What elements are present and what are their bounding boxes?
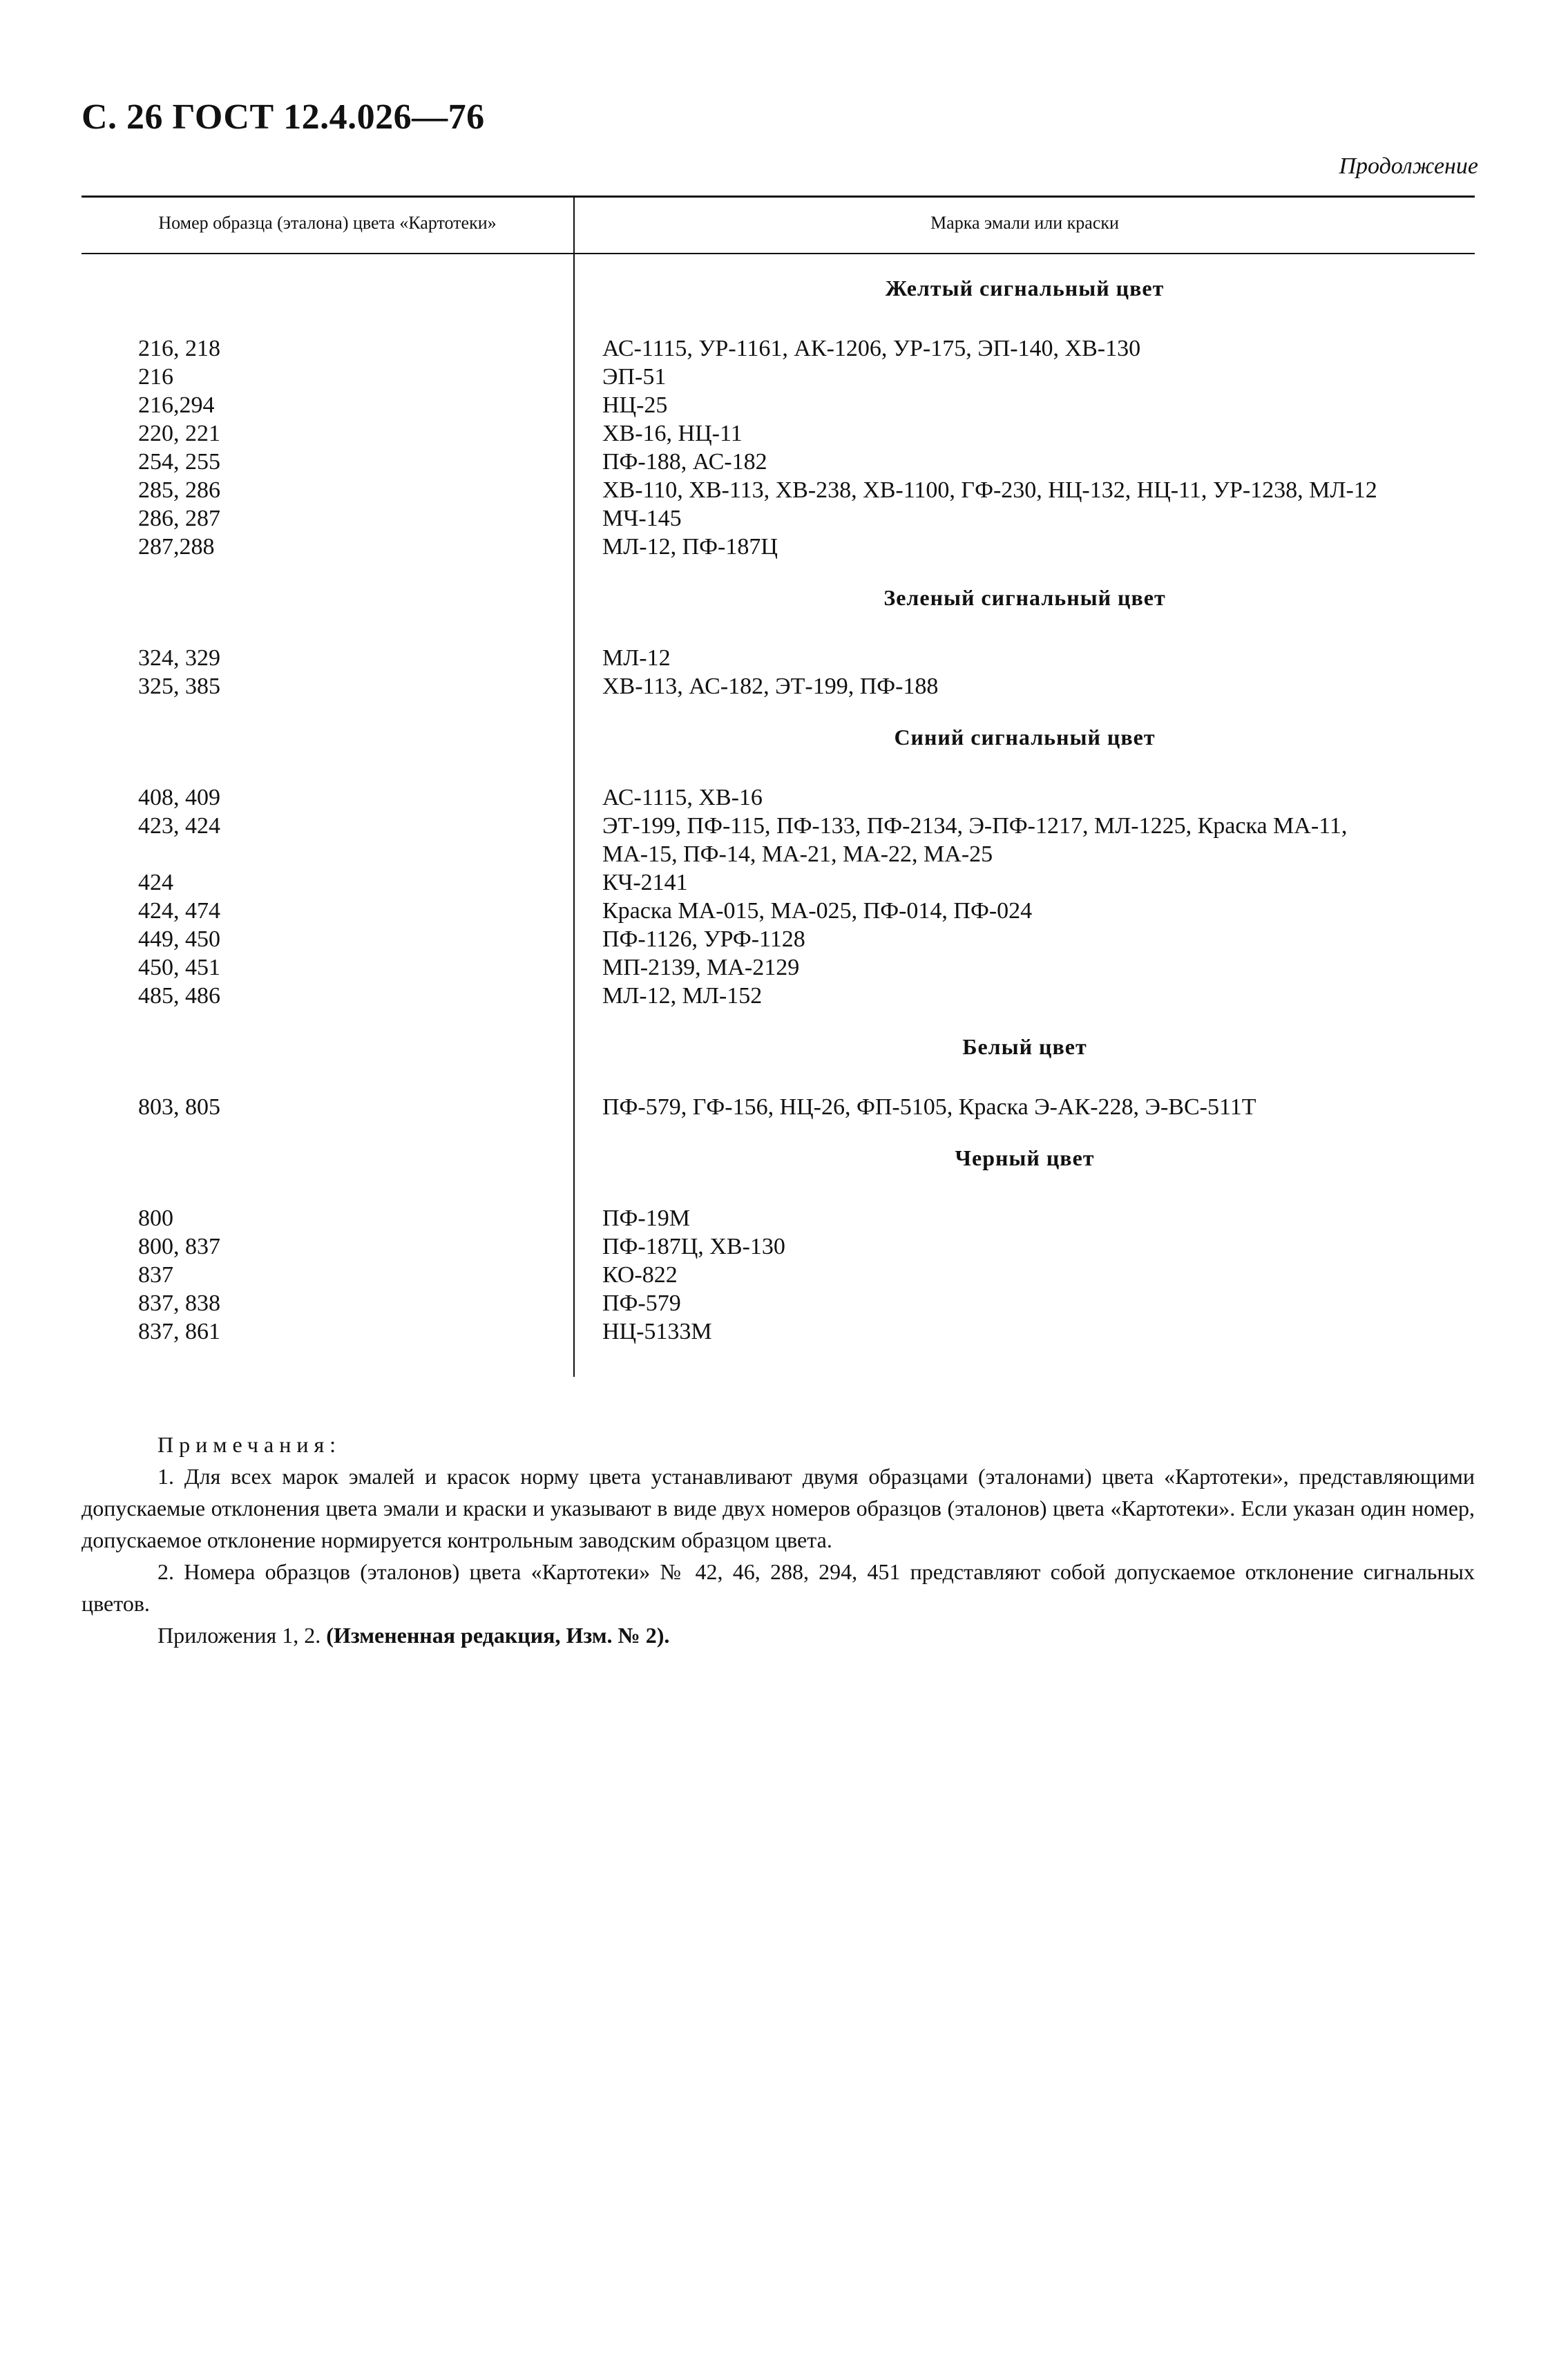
notes-block — [82, 1429, 1475, 1651]
table-row — [82, 925, 1475, 953]
table-row — [82, 644, 1475, 672]
brand-cell: ЭТ-199, ПФ-115, ПФ-133, ПФ-2134, Э-ПФ-1217, МЛ-1225, Краска МА-11, — [602, 813, 1348, 839]
table-row — [82, 363, 1475, 391]
brand-cell: ПФ-579 — [602, 1290, 681, 1316]
sample-number-cell: 424, 474 — [138, 898, 220, 924]
table-section — [82, 1146, 1475, 1346]
table-section — [82, 725, 1475, 1010]
table-row — [82, 419, 1475, 448]
table-row — [82, 672, 1475, 701]
table-row — [82, 533, 1475, 561]
section-title: Белый цвет — [962, 1034, 1087, 1059]
sample-number-cell: 324, 329 — [138, 645, 220, 671]
notes-title: Примечания: — [157, 1432, 342, 1457]
brand-cell: МЛ-12, МЛ-152 — [602, 983, 763, 1009]
table-section — [82, 586, 1475, 701]
brand-cell: АС-1115, ХВ-16 — [602, 785, 763, 810]
brand-cell: МЧ-145 — [602, 506, 682, 531]
brand-cell: МЛ-12, ПФ-187Ц — [602, 534, 778, 560]
table-row — [82, 1232, 1475, 1261]
table-row — [82, 953, 1475, 982]
note-1: 1. Для всех марок эмалей и красок норму цвета устанавливают двумя образцами (эталонами) цвета «Картотеки», представляющими допускаемые отклонения цвета эмали и краски и указывают в виде двух номеров образцов (эталонов) цвета «Картотеки». Если указан один номер, допускаемое отклонение нормируется контрольным заводским образцом цвета. — [82, 1464, 1475, 1552]
sample-number-cell: 424 — [138, 870, 173, 895]
appendix-reference — [82, 1619, 1475, 1651]
sample-number-cell: 220, 221 — [138, 421, 220, 446]
section-title: Желтый сигнальный цвет — [885, 276, 1165, 301]
brand-cell: ПФ-19М — [602, 1206, 690, 1231]
brand-cell: ПФ-1126, УРФ-1128 — [602, 926, 805, 952]
appendix-amendment: (Измененная редакция, Изм. № 2). — [326, 1623, 670, 1648]
brand-cell: КЧ-2141 — [602, 870, 688, 895]
table-row — [82, 448, 1475, 476]
brand-cell: ПФ-187Ц, ХВ-130 — [602, 1234, 785, 1259]
sample-number-cell: 408, 409 — [138, 785, 220, 810]
table-row — [82, 476, 1475, 504]
brand-cell: НЦ-25 — [602, 392, 668, 418]
sample-number-cell: 837, 838 — [138, 1290, 220, 1316]
table-row — [82, 840, 1475, 868]
table-row — [82, 897, 1475, 925]
note-2: 2. Номера образцов (эталонов) цвета «Картотеки» № 42, 46, 288, 294, 451 представляют собой допускаемое отклонение сигнальных цветов. — [82, 1559, 1475, 1616]
table-section — [82, 276, 1475, 561]
brand-cell: ПФ-579, ГФ-156, НЦ-26, ФП-5105, Краска Э-АК-228, Э-ВС-511Т — [602, 1094, 1256, 1120]
table-row — [82, 1317, 1475, 1346]
brand-cell: ХВ-113, АС-182, ЭТ-199, ПФ-188 — [602, 674, 939, 699]
brand-cell: МА-15, ПФ-14, МА-21, МА-22, МА-25 — [602, 841, 993, 867]
table-row — [82, 334, 1475, 363]
brand-cell: ХВ-110, ХВ-113, ХВ-238, ХВ-1100, ГФ-230, НЦ-132, НЦ-11, УР-1238, МЛ-12 — [602, 477, 1377, 503]
sample-number-cell: 325, 385 — [138, 674, 220, 699]
column-header-brand: Марка эмали или краски — [930, 213, 1119, 233]
table-row — [82, 1204, 1475, 1232]
sample-number-cell: 216, 218 — [138, 336, 220, 361]
sample-number-cell: 254, 255 — [138, 449, 220, 475]
sample-number-cell: 216,294 — [138, 392, 215, 418]
table-row — [82, 1289, 1475, 1317]
sample-number-cell: 423, 424 — [138, 813, 220, 839]
table-row — [82, 504, 1475, 533]
page-header: С. 26 ГОСТ 12.4.026—76 — [82, 97, 485, 137]
table-row — [82, 783, 1475, 812]
brand-cell: ХВ-16, НЦ-11 — [602, 421, 743, 446]
column-header-sample-number: Номер образца (эталона) цвета «Картотеки» — [158, 213, 497, 233]
section-title: Зеленый сигнальный цвет — [883, 585, 1166, 610]
table-row — [82, 1261, 1475, 1289]
continuation-label: Продолжение — [1339, 153, 1478, 179]
section-title: Черный цвет — [955, 1145, 1095, 1170]
sample-number-cell: 800 — [138, 1206, 173, 1231]
sample-number-cell: 286, 287 — [138, 506, 220, 531]
brand-cell: НЦ-5133М — [602, 1319, 712, 1344]
sample-number-cell: 285, 286 — [138, 477, 220, 503]
sample-number-cell — [82, 840, 575, 868]
sample-number-cell: 287,288 — [138, 534, 215, 560]
brand-cell: Краска МА-015, МА-025, ПФ-014, ПФ-024 — [602, 898, 1033, 924]
brand-cell: ПФ-188, АС-182 — [602, 449, 767, 475]
sample-number-cell: 485, 486 — [138, 983, 220, 1009]
table-row — [82, 391, 1475, 419]
appendix-prefix: Приложения 1, 2. — [157, 1623, 321, 1648]
table-row — [82, 1093, 1475, 1121]
table-row — [82, 868, 1475, 897]
table-section — [82, 1035, 1475, 1121]
sample-number-cell: 837, 861 — [138, 1319, 220, 1344]
table-row — [82, 812, 1475, 840]
sample-number-cell: 449, 450 — [138, 926, 220, 952]
sample-number-cell: 803, 805 — [138, 1094, 220, 1120]
table-header-rule — [82, 253, 1475, 254]
table-top-rule — [82, 196, 1475, 198]
brand-cell: ЭП-51 — [602, 364, 667, 390]
section-title: Синий сигнальный цвет — [894, 725, 1156, 750]
brand-cell: КО-822 — [602, 1262, 678, 1288]
table-body — [82, 276, 1475, 1346]
brand-cell: МП-2139, МА-2129 — [602, 955, 800, 980]
brand-cell: МЛ-12 — [602, 645, 671, 671]
sample-number-cell: 450, 451 — [138, 955, 220, 980]
sample-number-cell: 216 — [138, 364, 173, 390]
sample-number-cell: 837 — [138, 1262, 173, 1288]
sample-number-cell: 800, 837 — [138, 1234, 220, 1259]
brand-cell: АС-1115, УР-1161, АК-1206, УР-175, ЭП-140, ХВ-130 — [602, 336, 1141, 361]
table-row — [82, 982, 1475, 1010]
